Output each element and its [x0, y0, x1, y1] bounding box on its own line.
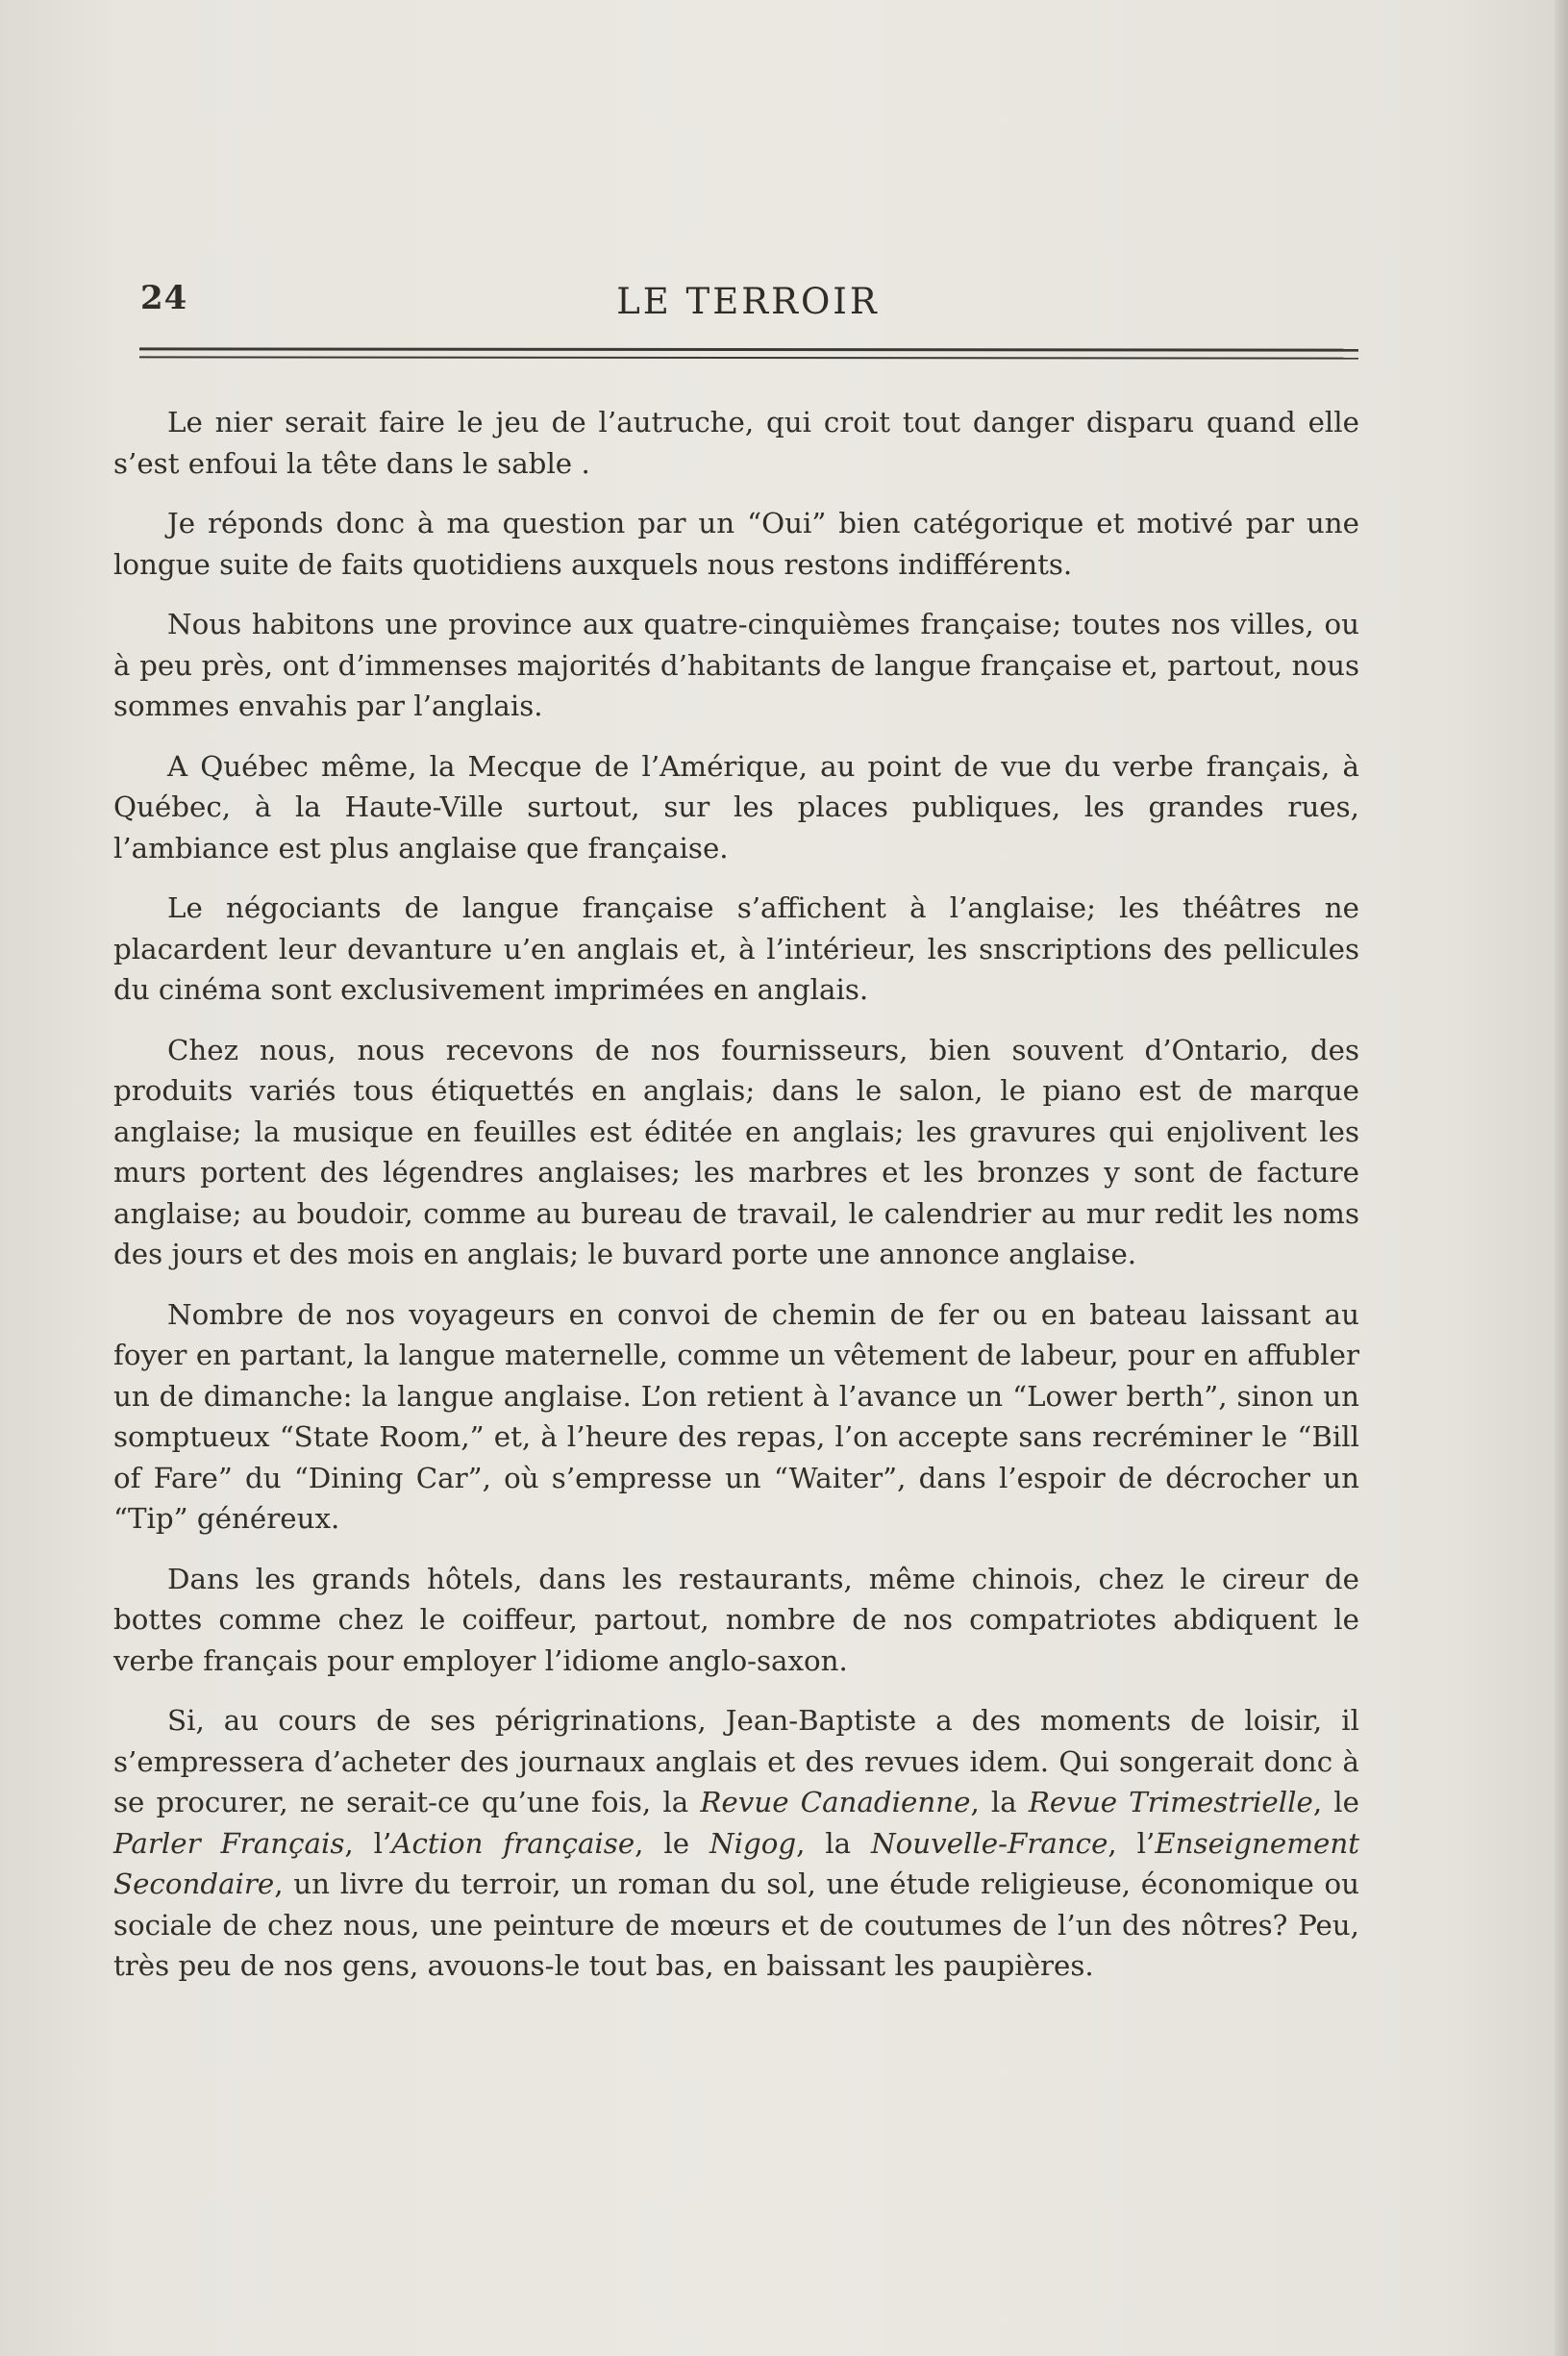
title-nouvelle-france: Nouvelle-France: [871, 1826, 1108, 1860]
text-run: , le: [1312, 1786, 1359, 1818]
text-run: , l’: [1108, 1826, 1156, 1860]
paragraph: Nous habitons une province aux quatre-cinquièmes française; toutes nos villes, ou à peu près, ont d’immenses majorités d’habitants de langue française et, partout, nous sommes envahis par l’anglais.: [113, 608, 1359, 722]
paragraph: Dans les grands hôtels, dans les restaurants, même chinois, chez le cireur de bottes comme chez le coiffeur, partout, nombre de nos compatriotes abdiquent le verbe français pour employer l’idiome anglo-saxon.: [113, 1562, 1359, 1677]
paragraph: Nombre de nos voyageurs en convoi de chemin de fer ou en bateau laissant au foyer en partant, la langue maternelle, comme un vêtement de labeur, pour en affubler un de dimanche: la langue anglaise. L’on retient à l’avance un “Lower berth”, sinon un somptueux “State Room,” et, à l’heure des repas, l’on accepte sans recréminer le “Bill of Fare” du “Dining Car”, où s’empresse un “Waiter”, dans l’espoir de décrocher un “Tip” généreux.: [113, 1297, 1359, 1535]
header-rule-thick: [139, 347, 1358, 351]
title-revue-trimestrielle: Revue Trimestrielle: [1028, 1786, 1313, 1818]
page-number: 24: [140, 279, 188, 317]
running-title: LE TERROIR: [616, 281, 880, 322]
text-run: , un livre du terroir, un roman du sol, une étude religieuse, économique ou sociale de chez nous, une peinture de mœurs et de coutumes de l’un des nôtres? Peu, très peu de nos gens, avouons-le tout bas, en baissant les paupières.: [113, 1867, 1359, 1982]
text-run: Si, au cours de ses périgrinations, Jean-Baptiste a des moments de loisir, il s’empressera d’acheter des journaux anglais et des revues idem. Qui songerait donc à se procurer, ne serait-ce qu’une fois, la: [113, 1704, 1359, 1818]
paragraph-last: [113, 1700, 1359, 1987]
paragraph: Je réponds donc à ma question par un “Oui” bien catégorique et motivé par une longue suite de faits quotidiens auxquels nous restons indifférents.: [113, 507, 1359, 581]
page-edge-shadow: [1555, 0, 1568, 2356]
paragraph: Le nier serait faire le jeu de l’autruche, qui croit tout danger disparu quand elle s’est enfoui la tête dans le sable .: [113, 406, 1359, 480]
article-body: [113, 402, 1359, 2006]
title-nigog: Nigog: [709, 1826, 797, 1860]
paragraph: Le négociants de langue française s’affichent à l’anglaise; les théâtres ne placardent leur devanture u’en anglais et, à l’intérieur, les snscriptions des pellicules du cinéma sont exclusivement imprimées en anglais.: [113, 891, 1359, 1006]
paragraph: A Québec même, la Mecque de l’Amérique, au point de vue du verbe français, à Québec, à la Haute-Ville surtout, sur les places publiques, les grandes rues, l’ambiance est plus anglaise que française.: [113, 749, 1359, 865]
paragraph: Chez nous, nous recevons de nos fournisseurs, bien souvent d’Ontario, des produits variés tous étiquettés en anglais; dans le salon, le piano est de marque anglaise; la musique en feuilles est éditée en anglais; les gravures qui enjolivent les murs portent des légendres anglaises; les marbres et les bronzes y sont de facture anglaise; au boudoir, comme au bureau de travail, le calendrier au mur redit les noms des jours et des mois en anglais; le buvard porte une annonce anglaise.: [113, 1033, 1359, 1270]
title-enseignement-secondaire: Enseignement Secondaire: [113, 1826, 1360, 1900]
header-rule-thin: [139, 356, 1358, 359]
text-run: , le: [635, 1826, 709, 1860]
text-run: , la: [796, 1826, 871, 1860]
page-header: [137, 279, 1359, 327]
text-run: , la: [970, 1786, 1029, 1818]
title-action-francaise: Action française: [391, 1826, 635, 1860]
text-run: , l’: [344, 1826, 392, 1860]
title-revue-canadienne: Revue Canadienne: [700, 1786, 971, 1818]
title-parler-francais: Parler Français: [113, 1826, 345, 1860]
